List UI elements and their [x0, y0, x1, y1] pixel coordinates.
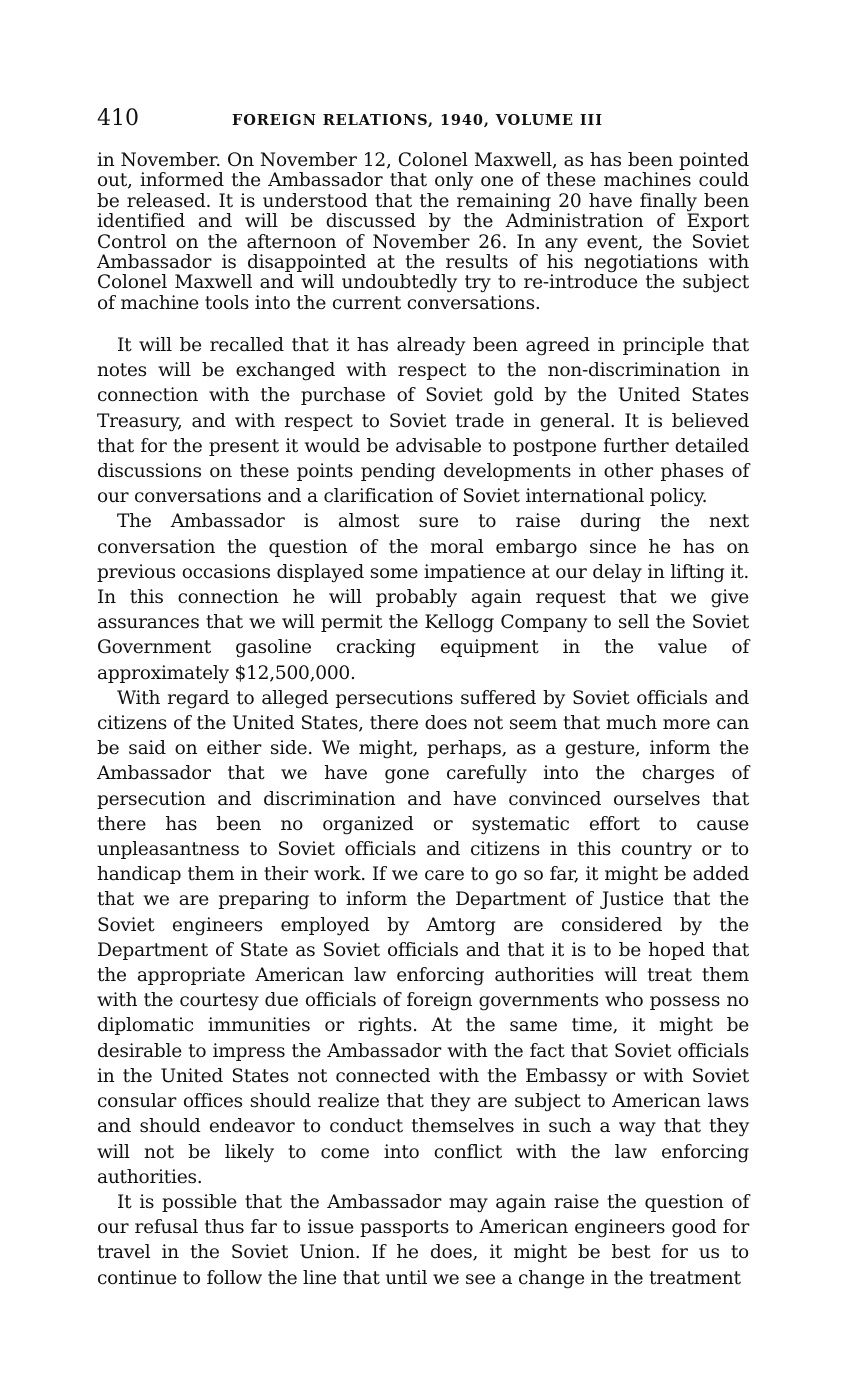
paragraph-2: It will be recalled that it has already been agreed in principle that notes will be exchanged with respect to the non-discrimination in connection with the purchase of Soviet gold by the United States Treasury, and with respect to Soviet trade in general. It is believed that for the present it would be advisable to postpone further detailed discussions on these points pending developments in other phases of our conversations and a clarification of Soviet international policy. [97, 335, 749, 508]
paragraph-1: in November. On November 12, Colonel Maxwell, as has been pointed out, informed the Ambassador that only one of these machines could be released. It is understood that the remaining 20 have finally been identified and will be discussed by the Administration of Export Control on the afternoon of November 26. In any event, the Soviet Ambassador is disappointed at the results of his negotiations with Colonel Maxwell and will undoubtedly try to re-introduce the subject of machine tools into the current conversations. [97, 150, 749, 314]
paragraph-5: It is possible that the Ambassador may again raise the question of our refusal thus far to issue passports to American engineers good for travel in the Soviet Union. If he does, it might be best for us to continue to follow the line that until we see a change in the treatment [97, 1191, 749, 1289]
paragraph-3: The Ambassador is almost sure to raise during the next conversation the question of the moral embargo since he has on previous occasions displayed some impatience at our delay in lifting it. In this connection he will probably again request that we give assurances that we will permit the Kellogg Company to sell the Soviet Government gasoline cracking equipment in the value of approximately $12,500,000. [97, 511, 749, 684]
paragraph-4: With regard to alleged persecutions suffered by Soviet officials and citizens of the United States, there does not seem that much more can be said on either side. We might, perhaps, as a gesture, inform the Ambassador that we have gone carefully into the charges of persecution and discrimination and have convinced ourselves that there has been no organized or systematic effort to cause unpleasantness to Soviet officials and citizens in this country or to handicap them in their work. If we care to go so far, it might be added that we are preparing to inform the Department of Justice that the Soviet engineers employed by Amtorg are considered by the Department of State as Soviet officials and that it is to be hoped that the appropriate American law enforcing authorities will treat them with the courtesy due officials of foreign governments who possess no diplomatic immunities or rights. At the same time, it might be desirable to impress the Ambassador with the fact that Soviet officials in the United States not connected with the Embassy or with Soviet consular offices should realize that they are subject to American laws and should endeavor to conduct themselves in such a way that they will not be likely to come into conflict with the law enforcing authorities. [97, 687, 749, 1188]
running-header [97, 104, 749, 134]
body-text-continuation [97, 151, 749, 314]
page-number: 410 [97, 106, 139, 131]
header-title: FOREIGN RELATIONS, 1940, VOLUME III [232, 112, 603, 129]
body-text [97, 333, 749, 1291]
